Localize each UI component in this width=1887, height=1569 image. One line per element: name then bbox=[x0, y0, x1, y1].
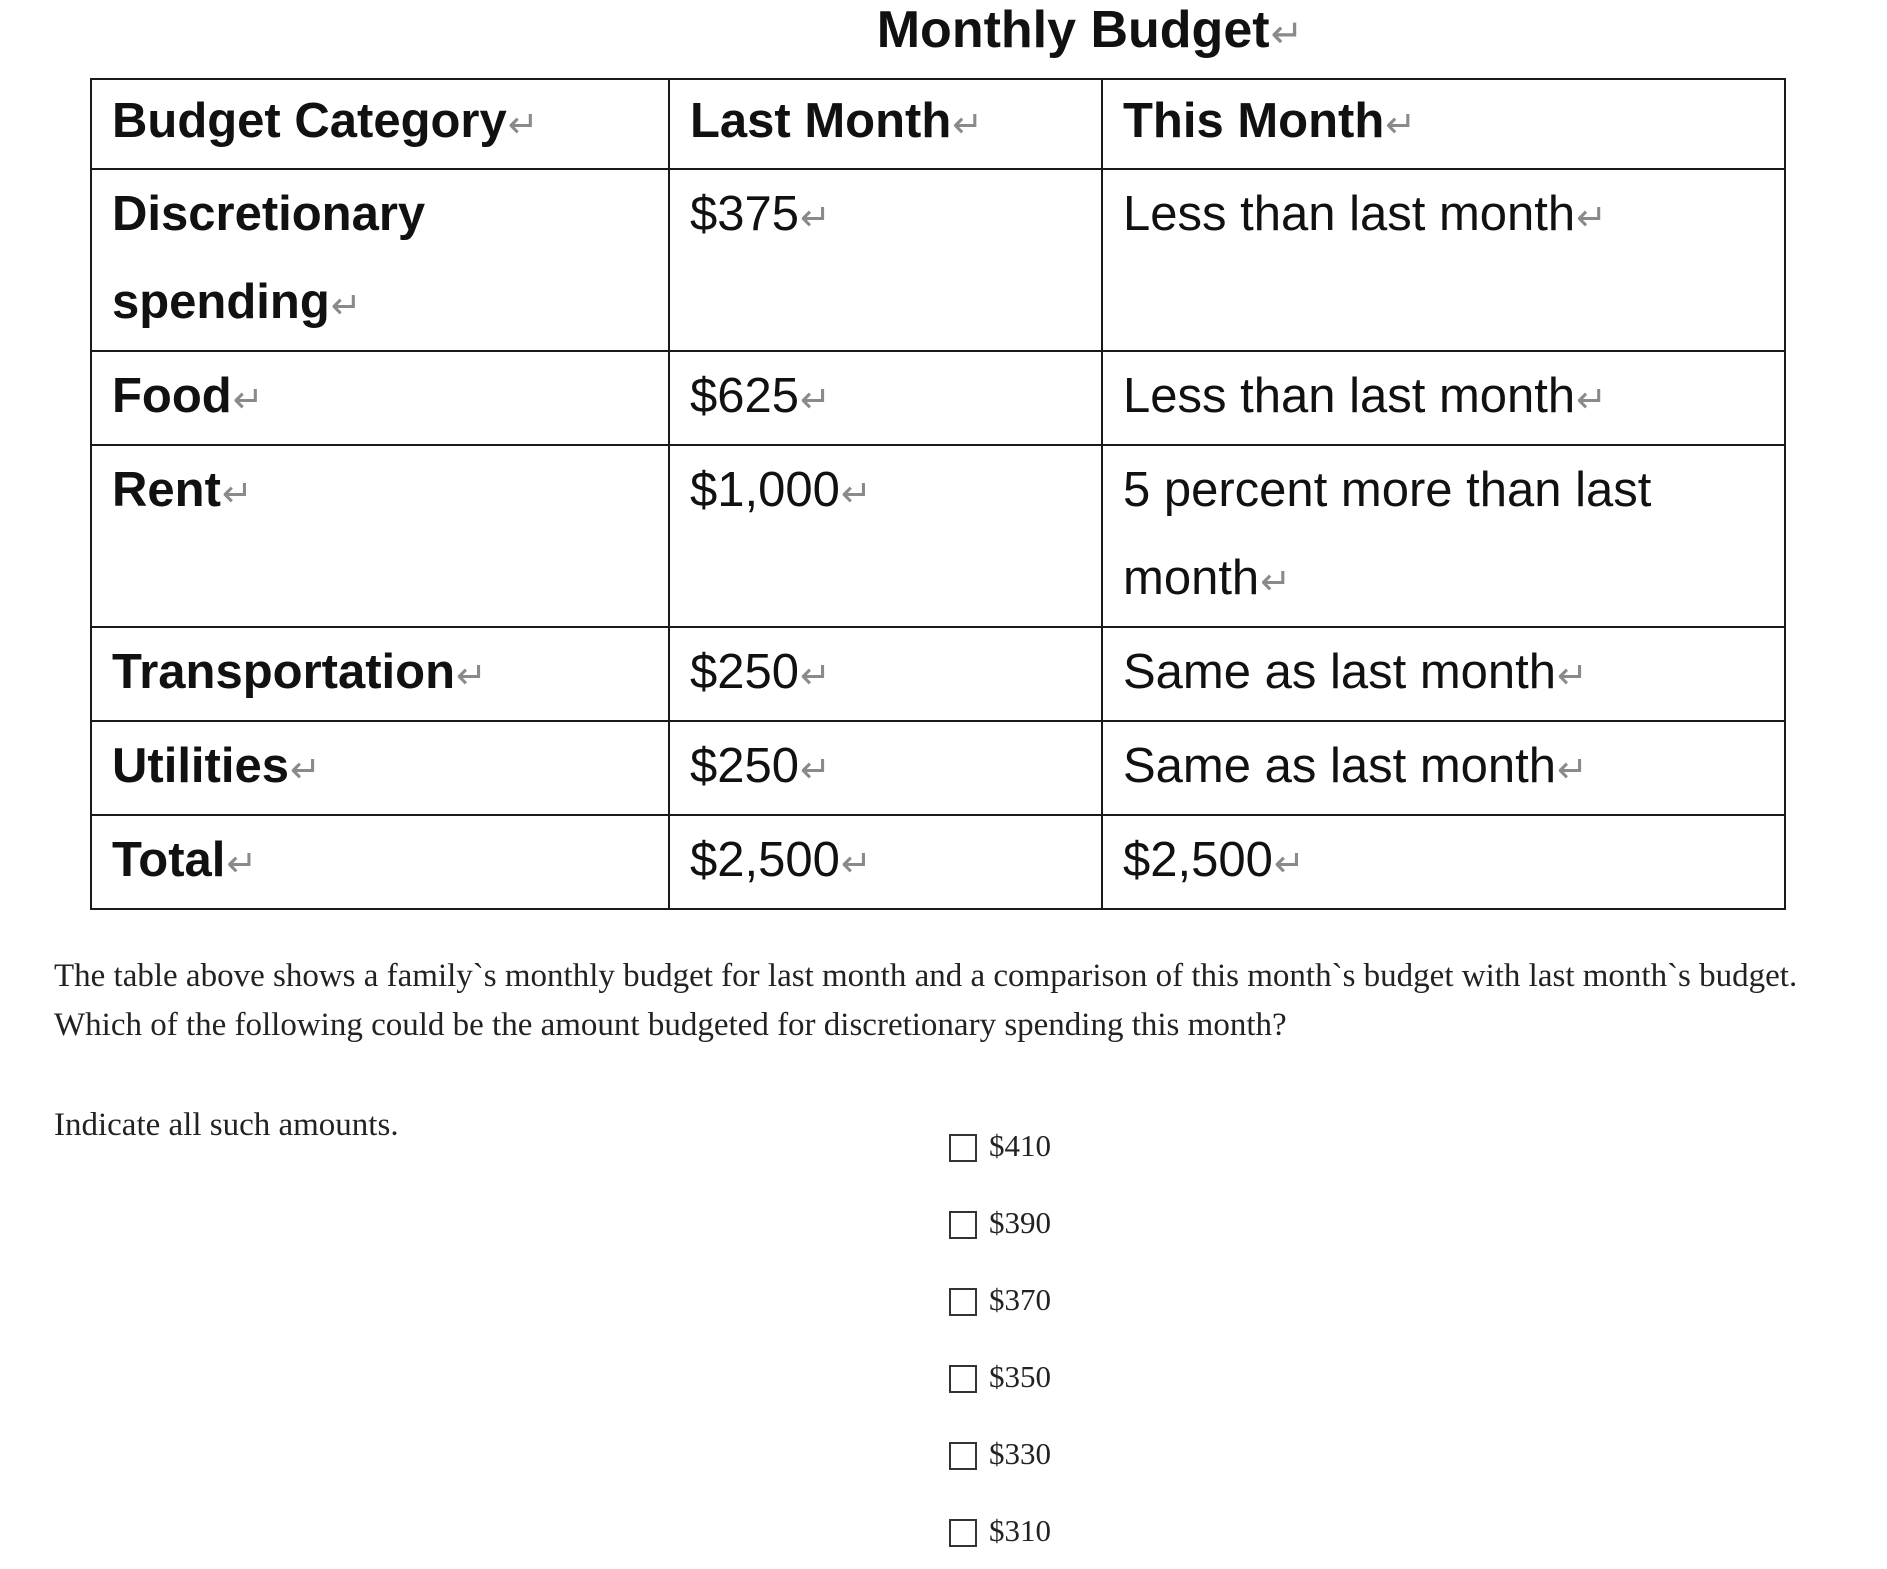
table-header-row bbox=[91, 79, 1785, 169]
checkbox[interactable] bbox=[949, 1365, 977, 1393]
option-370[interactable] bbox=[949, 1261, 1051, 1338]
option-label: $330 bbox=[989, 1435, 1051, 1471]
answer-options bbox=[949, 1107, 1051, 1569]
question-line-1: The table above shows a family`s monthly budget for last month and a comparison of this month`s budget with last month`s budget. bbox=[54, 958, 1798, 994]
question-line-2: Which of the following could be the amount budgeted for discretionary spending this month? bbox=[54, 1007, 1287, 1043]
header-this-month: This Month↵ bbox=[1102, 79, 1785, 169]
option-410[interactable] bbox=[949, 1107, 1051, 1184]
option-label: $370 bbox=[989, 1281, 1051, 1317]
option-390[interactable] bbox=[949, 1184, 1051, 1261]
category-cell: Discretionary spending↵ bbox=[91, 169, 669, 351]
instruction-text: Indicate all such amounts. bbox=[54, 1107, 399, 1143]
last-month-cell: $2,500↵ bbox=[669, 815, 1102, 909]
category-cell: Transportation↵ bbox=[91, 627, 669, 721]
this-month-cell: 5 percent more than last month↵ bbox=[1102, 445, 1785, 627]
checkbox[interactable] bbox=[949, 1134, 977, 1162]
table-row-total bbox=[91, 815, 1785, 909]
option-310[interactable] bbox=[949, 1492, 1051, 1569]
table-row bbox=[91, 721, 1785, 815]
last-month-cell: $1,000↵ bbox=[669, 445, 1102, 627]
last-month-cell: $375↵ bbox=[669, 169, 1102, 351]
option-label: $390 bbox=[989, 1204, 1051, 1240]
option-label: $410 bbox=[989, 1127, 1051, 1163]
last-month-cell: $250↵ bbox=[669, 721, 1102, 815]
category-cell: Rent↵ bbox=[91, 445, 669, 627]
checkbox[interactable] bbox=[949, 1211, 977, 1239]
table-row bbox=[91, 445, 1785, 627]
table-title: Monthly Budget↵ bbox=[876, 1, 1304, 59]
option-label: $350 bbox=[989, 1358, 1051, 1394]
this-month-cell: Same as last month↵ bbox=[1102, 721, 1785, 815]
option-330[interactable] bbox=[949, 1415, 1051, 1492]
category-cell: Food↵ bbox=[91, 351, 669, 445]
category-cell: Utilities↵ bbox=[91, 721, 669, 815]
question-text bbox=[54, 952, 1884, 1050]
checkbox[interactable] bbox=[949, 1442, 977, 1470]
this-month-cell: Same as last month↵ bbox=[1102, 627, 1785, 721]
table-row bbox=[91, 169, 1785, 351]
checkbox[interactable] bbox=[949, 1288, 977, 1316]
checkbox[interactable] bbox=[949, 1519, 977, 1547]
budget-table bbox=[90, 78, 1786, 910]
option-label: $310 bbox=[989, 1512, 1051, 1548]
last-month-cell: $250↵ bbox=[669, 627, 1102, 721]
header-last-month: Last Month↵ bbox=[669, 79, 1102, 169]
option-350[interactable] bbox=[949, 1338, 1051, 1415]
header-budget-category: Budget Category↵ bbox=[91, 79, 669, 169]
this-month-cell: Less than last month↵ bbox=[1102, 169, 1785, 351]
table-row bbox=[91, 351, 1785, 445]
table-row bbox=[91, 627, 1785, 721]
last-month-cell: $625↵ bbox=[669, 351, 1102, 445]
this-month-cell: Less than last month↵ bbox=[1102, 351, 1785, 445]
category-cell: Total↵ bbox=[91, 815, 669, 909]
this-month-cell: $2,500↵ bbox=[1102, 815, 1785, 909]
